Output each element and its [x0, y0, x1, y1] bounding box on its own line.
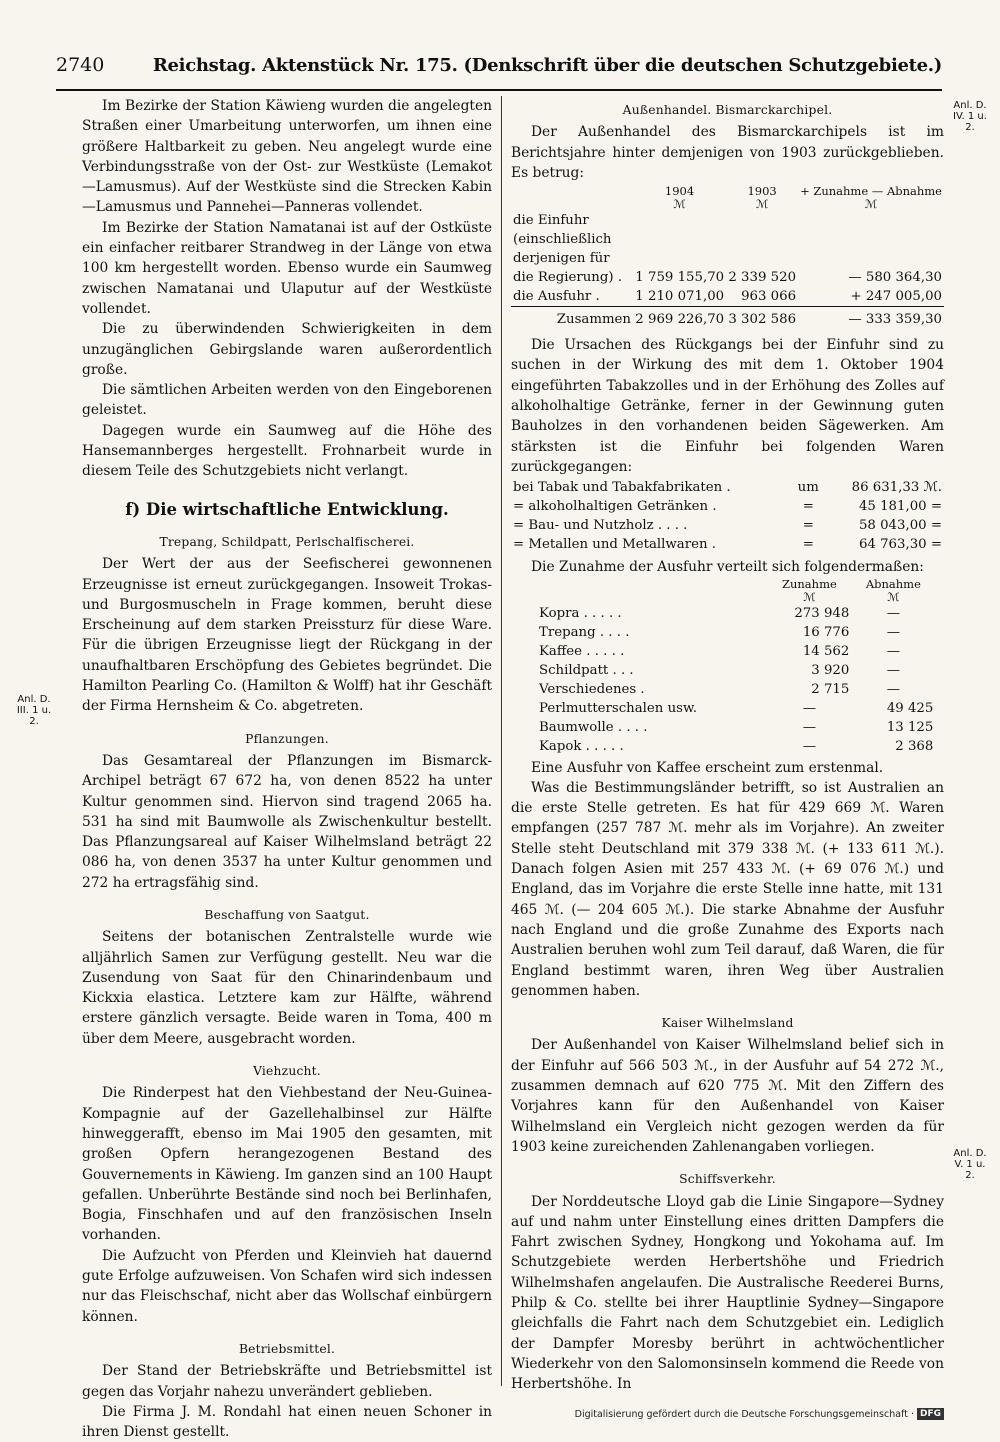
- table-unit-row: [511, 198, 944, 211]
- paragraph: Was die Bestimmungsländer betrifft, so ist Australien an die erste Stelle getreten. Es hat für 429 669 ℳ. Waren empfangen (257 787 ℳ. mehr als im Vorjahre). An zweiter Stelle steht Deutschland mit 379 338 ℳ. (+ 133 611 ℳ.). Danach folgen Asien mit 257 433 ℳ. (+ 69 076 ℳ.) und England, das im Vorjahre die erste Stelle inne hatte, mit 131 465 ℳ. (— 204 605 ℳ.). Die starke Abnahme der Ausfuhr nach England und die große Zunahme des Exports nach Australien beruhen wohl zum Teil darauf, daß Waren, die für England bestimmt waren, ihren Weg über Australien genommen haben.: [511, 779, 944, 999]
- row-label: die Einfuhr (einschließlich derjenigen für die Regierung) .: [513, 213, 623, 286]
- table-row: [537, 661, 935, 680]
- table-row: [511, 478, 944, 497]
- unit-label: ℳ: [755, 197, 769, 212]
- cell: 3 920: [811, 662, 850, 678]
- margin-note-shipping: Anl. D. V. 1 u. 2.: [953, 1148, 987, 1181]
- paragraph: Die Aufzucht von Pferden und Kleinvieh hat dauernd gute Erfolge aufzuweisen. Von Schafen wird sich indessen nur das Fleischschaf, nicht aber das Wollschaf einbürgern können.: [82, 1247, 492, 1325]
- cell: 45 181,00 =: [858, 499, 942, 515]
- subheading: Außenhandel. Bismarckarchipel.: [622, 103, 833, 117]
- cell: — 580 364,30: [848, 270, 942, 286]
- footer-separator: ·: [910, 1408, 914, 1420]
- row-label: = Metallen und Metallwaren .: [513, 537, 716, 553]
- cell: —: [802, 700, 817, 716]
- subheading: Kaiser Wilhelmsland: [661, 1016, 794, 1031]
- col-header: Zunahme: [782, 576, 837, 591]
- table-row: [511, 211, 944, 287]
- table-header-row: [511, 185, 944, 198]
- paragraph: Im Bezirke der Station Namatanai ist auf der Ostküste ein einfacher reitbarer Strandweg in der Länge von etwa 100 km hergestellt worden. Ebenso wurde ein Saumweg zwischen Namatanai und Ulaputur auf der Westküste vollendet.: [82, 219, 492, 317]
- table-unit-row: [537, 591, 935, 604]
- table-row: [537, 699, 935, 718]
- unit-label: ℳ: [887, 589, 900, 604]
- row-label: Baumwolle . . . .: [539, 719, 648, 735]
- row-label: Kaffee . . . . .: [539, 643, 625, 659]
- table-header-row: [537, 578, 935, 591]
- cell: + 247 005,00: [850, 289, 942, 305]
- left-column: [82, 96, 492, 1441]
- cell: 1 759 155,70: [635, 270, 725, 286]
- column-divider: [501, 96, 502, 1386]
- table-row: [511, 287, 944, 307]
- cell: 58 043,00 =: [858, 518, 942, 534]
- cell: 3 302 586: [726, 307, 798, 330]
- paragraph: Der Außenhandel von Kaiser Wilhelmsland belief sich in der Einfuhr auf 566 503 ℳ., in der Ausfuhr auf 54 272 ℳ., zusammen demnach auf 620 775 ℳ. Mit den Ziffern des Vorjahres kann für den Außenhandel von Kaiser Wilhelmsland ein Vergleich nicht gezogen werden da für 1903 keine zureichenden Zahlenangaben vorliegen.: [511, 1037, 944, 1155]
- unit-label: ℳ: [864, 197, 878, 212]
- subheading: Betriebsmittel.: [238, 1341, 336, 1356]
- row-label: Perlmutterschalen usw.: [539, 700, 698, 716]
- cell: 13 125: [886, 719, 934, 735]
- paragraph: Der Wert der aus der Seefischerei gewonnenen Erzeugnisse ist erneut zurückgegangen. Insoweit Trokas- und Burgosmuscheln in Frage kommen, beruht diese Erscheinung auf dem starken Preissturz für diese Ware. Für die übrigen Erzeugnisse liegt der Rückgang in der unaufhaltbaren Erschöpfung des Gebietes begründet. Die Hamilton Pearling Co. (Hamilton & Wolff) hat ihr Geschäft der Firma Hernsheim & Co. abgetreten.: [82, 556, 492, 715]
- export-table: [537, 578, 935, 756]
- col-header: 1904: [664, 184, 695, 199]
- row-label: Kapok . . . . .: [539, 738, 624, 754]
- paragraph: Der Norddeutsche Lloyd gab die Linie Singapore—Sydney auf und nahm unter Einstellung eines dritten Dampfers die Fahrt zwischen Sydney, Hongkong und Yokohama auf. Im Schutzgebiete werden Herbertshöhe und Friedrich Wilhelmshafen angelaufen. Die Australische Reederei Burns, Philp & Co. stellte bei ihrer Hauptlinie Sydney—Singapore gleichfalls die Fahrt nach dem Schutzgebiet ein. Lediglich der Dampfer Moresby berührt in achtwöchentlicher Wiederkehr von den Salomonsinseln kommend die Reede von Herbertshöhe. In: [511, 1193, 944, 1393]
- table-row: [537, 623, 935, 642]
- col-header: 1903: [747, 184, 777, 199]
- paragraph: Seitens der botanischen Zentralstelle wurde wie alljährlich Samen zur Verfügung gestellt. Neu war die Zusendung von Saat für den Chinarindenbaum und Kickxia elastica. Letztere kam zur Hälfte, während erstere gänzlich versagte. Beide waren in Toma, 400 m über dem Meere, ausgebracht worden.: [82, 929, 492, 1047]
- unit-label: ℳ: [673, 197, 686, 212]
- paragraph: Die sämtlichen Arbeiten werden von den Eingeborenen geleistet.: [82, 382, 492, 419]
- subheading: Beschaffung von Saatgut.: [204, 907, 370, 922]
- cell: —: [886, 643, 900, 659]
- section-heading: f) Die wirtschaftliche Entwicklung.: [125, 499, 449, 519]
- cell: —: [802, 719, 817, 735]
- paragraph: Die Ursachen des Rückgangs bei der Einfuhr sind zu suchen in der Wirkung des mit dem 1. Oktober 1904 eingeführten Tabakzolles und in der Erhöhung des Zolles auf alkoholhaltige Getränke, ferner in der Gewinnung guten Bauholzes in den vorhandenen beiden Sägewerken. Am stärksten ist die Einfuhr bei folgenden Waren zurückgegangen:: [511, 337, 944, 475]
- cell: 49 425: [886, 700, 934, 716]
- row-label: Trepang . . . .: [539, 624, 630, 640]
- paragraph: Die Firma J. M. Rondahl hat einen neuen Schoner in ihren Dienst gestellt.: [82, 1403, 492, 1441]
- cell: —: [802, 738, 817, 754]
- paragraph: Die Zunahme der Ausfuhr verteilt sich folgendermaßen:: [531, 559, 924, 576]
- cell: 2 339 520: [728, 270, 797, 286]
- row-label: Verschiedenes .: [539, 681, 645, 697]
- header-rule: [56, 89, 942, 91]
- margin-note-trade: Anl. D. IV. 1 u. 2.: [953, 100, 987, 133]
- dfg-logo: DFG: [917, 1408, 944, 1420]
- cell: 1 210 071,00: [635, 289, 725, 305]
- footer-text: Digitalisierung gefördert durch die Deutsche Forschungsgemeinschaft: [574, 1408, 908, 1420]
- cell: — 333 359,30: [798, 307, 944, 330]
- row-label: die Ausfuhr .: [513, 289, 600, 305]
- col-header: Abnahme: [865, 576, 921, 591]
- paragraph: Eine Ausfuhr von Kaffee erscheint zum erstenmal.: [531, 759, 884, 776]
- cell: =: [802, 537, 814, 553]
- cell: =: [802, 518, 814, 534]
- row-label: = Bau- und Nutzholz . . . .: [513, 518, 688, 534]
- cell: 16 776: [802, 624, 850, 640]
- col-header: + Zunahme — Abnahme: [800, 184, 942, 199]
- table-row: [537, 604, 935, 623]
- table-row: [511, 535, 944, 554]
- paragraph: Das Gesamtareal der Pflanzungen im Bismarck-Archipel beträgt 67 672 ha, von denen 8522 ha unter Kultur genommen sind. Hiervon sind tragend 2065 ha. 531 ha sind mit Baumwolle als Zwischenkultur bestellt. Das Pflanzungsareal auf Kaiser Wilhelmsland beträgt 22 086 ha, von denen 3537 ha unter Kultur genommen und 272 ha ertragsfähig sind.: [82, 752, 492, 891]
- subheading: Pflanzungen.: [245, 731, 329, 746]
- table-sum-row: [511, 307, 944, 330]
- paragraph: Im Bezirke der Station Käwieng wurden die angelegten Straßen einer Umarbeitung unterworfen, um ihnen eine größere Haltbarkeit zu geben. Neu angelegt wurde eine Verbindungsstraße von der Ost- zur Westküste (Lemakot—Lamusmus). Auf der Westküste sind die Strecken Kabin—Lamusmus und Pannehei—Panneras vollendet.: [82, 98, 492, 216]
- cell: —: [886, 605, 900, 621]
- cell: —: [886, 624, 900, 640]
- cell: 86 631,33 ℳ.: [851, 480, 942, 496]
- paragraph: Die Rinderpest hat den Viehbestand der Neu-Guinea-Kompagnie auf der Gazellehalbinsel zur Hälfte hinweggerafft, ebenso im Mai 1905 den gesamten, mit großen Opfern herangezogenen Bestand des Gouvernements in Käwieng. Im ganzen sind an 100 Haupt gefallen. Unberührte Bestände sind noch bei Berlinhafen, Bogia, Finschhafen und auf den französischen Inseln vorhanden.: [82, 1085, 492, 1244]
- table-row: [537, 718, 935, 737]
- cell: 963 066: [741, 289, 797, 305]
- row-label: = alkoholhaltigen Getränken .: [513, 499, 717, 515]
- running-title: Reichstag. Aktenstück Nr. 175. (Denkschrift über die deutschen Schutzgebiete.): [152, 55, 942, 76]
- row-label: Schildpatt . . .: [539, 662, 634, 678]
- cell: 2 368: [895, 738, 934, 754]
- right-column: [511, 96, 944, 1393]
- subheading: Trepang, Schildpatt, Perlschalfischerei.: [159, 534, 415, 549]
- page-header: [56, 54, 942, 88]
- page-number: 2740: [56, 54, 105, 76]
- paragraph: Der Außenhandel des Bismarckarchipels ist im Berichtsjahre hinter demjenigen von 1903 zurückgeblieben. Es betrug:: [511, 124, 944, 181]
- cell: 14 562: [802, 643, 850, 659]
- row-label: Kopra . . . . .: [539, 605, 622, 621]
- cell: 64 763,30 =: [858, 537, 942, 553]
- cell: 273 948: [794, 605, 850, 621]
- cell: =: [802, 499, 814, 515]
- table-row: [537, 680, 935, 699]
- unit-label: ℳ: [803, 589, 816, 604]
- margin-note-plantations: Anl. D. III. 1 u. 2.: [16, 694, 52, 727]
- table-row: [537, 642, 935, 661]
- table-row: [511, 516, 944, 535]
- table-row: [511, 497, 944, 516]
- cell: —: [886, 662, 900, 678]
- paragraph: Der Stand der Betriebskräfte und Betriebsmittel ist gegen das Vorjahr nahezu unverändert geblieben.: [82, 1363, 492, 1400]
- paragraph: Dagegen wurde ein Saumweg auf die Höhe des Hansemannberges hergestellt. Frohnarbeit wurde in diesem Teile des Schutzgebiets nicht verlangt.: [82, 422, 492, 480]
- digitization-footer: [575, 1408, 944, 1420]
- row-label: bei Tabak und Tabakfabrikaten .: [513, 480, 731, 496]
- cell: —: [886, 681, 900, 697]
- cell: 2 715: [811, 681, 850, 697]
- subheading: Viehzucht.: [253, 1064, 321, 1079]
- paragraph: Die zu überwindenden Schwierigkeiten in dem unzugänglichen Gebirgslande waren außerordentlich große.: [82, 321, 492, 378]
- row-label: Zusammen: [511, 307, 633, 330]
- trade-table: [511, 185, 944, 329]
- cell: 2 969 226,70: [633, 307, 726, 330]
- subheading: Schiffsverkehr.: [679, 1172, 776, 1187]
- table-row: [537, 737, 935, 756]
- decline-table: [511, 478, 944, 554]
- cell: um: [797, 480, 819, 496]
